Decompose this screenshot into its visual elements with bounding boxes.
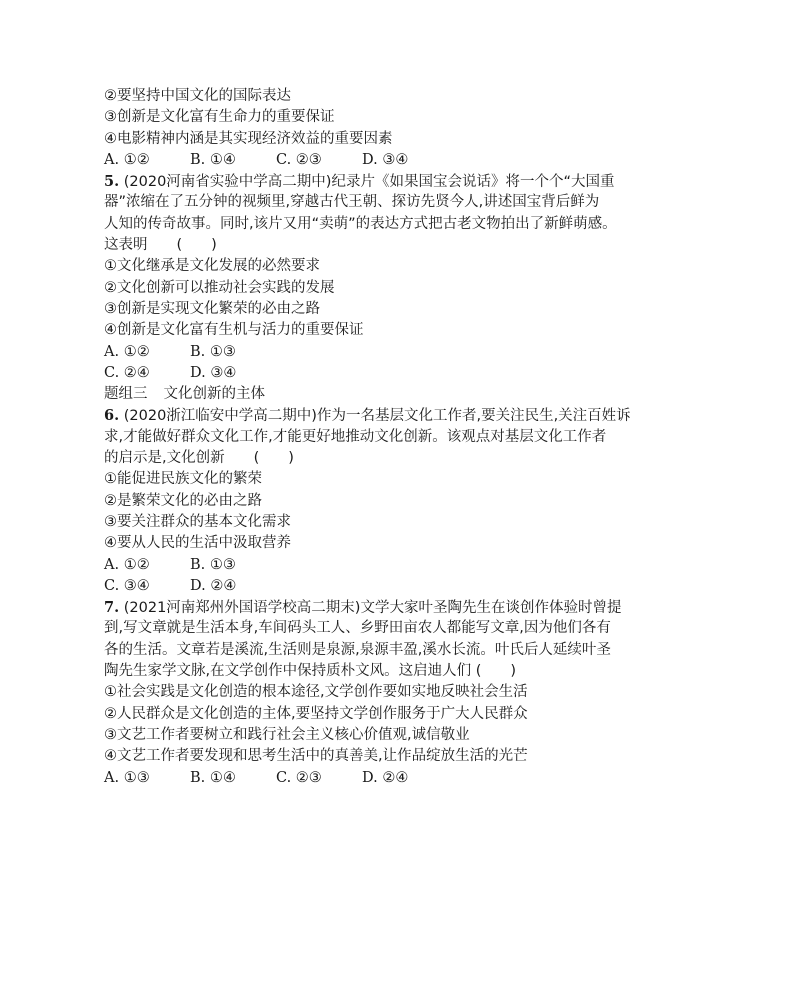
q7-stem-line: 陶先生家学文脉,在文学创作中保持质朴文风。这启迪人们 ( ) [104,663,517,680]
q7-option-c: C. ②③ [276,769,322,786]
q5-item: ①文化继承是文化发展的必然要求 [104,258,320,275]
q7-option-d: D. ②④ [362,769,409,786]
q5-item: ④创新是文化富有生机与活力的重要保证 [104,322,364,339]
q7-option-b: B. ①④ [190,769,236,786]
q5-option-a: A. ①② [104,343,150,360]
q6-item: ④要从人民的生活中汲取营养 [104,535,291,552]
q5-item: ②文化创新可以推动社会实践的发展 [104,279,335,296]
q5-stem-line: 5. (2020河南省实验中学高二期中)纪录片《如果国宝会说话》将一个个“大国重 [104,173,615,191]
q6-options-row [104,576,724,597]
q5-option-b: B. ①③ [190,343,236,360]
q6-option-c: C. ③④ [104,577,150,594]
q6-option-b: B. ①③ [190,556,236,573]
q5-option-d: D. ③④ [190,364,237,381]
q4-item: ②要坚持中国文化的国际表达 [104,88,291,104]
q5-options-row [104,342,724,363]
group3-heading [104,384,724,405]
q4-option-d: D. ③④ [362,151,409,168]
q7-item: ④文艺工作者要发现和思考生活中的真善美,让作品绽放生活的光芒 [104,748,528,765]
q7-stem-line: 7. (2021河南郑州外国语学校高二期末)文学大家叶圣陶先生在谈创作体验时曾提 [104,599,622,617]
document-page [104,86,724,789]
q7-item: ③文艺工作者要树立和践行社会主义核心价值观,诚信敬业 [104,726,470,743]
q7-item: ②人民群众是文化创造的主体,要坚持文学创作服务于广大人民群众 [104,705,528,722]
q5-stem-line: 器”浓缩在了五分钟的视频里,穿越古代王朝、探访先贤今人,讲述国宝背后鲜为 [104,194,600,211]
q6-item: ③要关注群众的基本文化需求 [104,513,291,530]
q7-stem-line: 到,写文章就是生活本身,车间码头工人、乡野田亩农人都能写文章,因为他们各有 [104,620,611,637]
group3-label: 题组三 [104,386,148,403]
q6-item: ②是繁荣文化的必由之路 [104,492,262,509]
q6-stem-line: 求,才能做好群众文化工作,才能更好地推动文化创新。该观点对基层文化工作者 [104,428,607,445]
q6-item: ①能促进民族文化的繁荣 [104,471,262,488]
group3-title: 文化创新的主体 [163,386,265,403]
q6-option-d: D. ②④ [190,577,237,594]
q6-option-a: A. ①② [104,556,150,573]
q4-item: ③创新是文化富有生命力的重要保证 [104,109,335,126]
q6-options-row [104,555,724,576]
q7-options [104,768,724,789]
q4-option-a: A. ①② [104,151,150,168]
q7-stem-line: 各的生活。文章若是溪流,生活则是泉源,泉源丰盈,溪水长流。叶氏后人延续叶圣 [104,641,611,658]
q4-options [104,150,724,171]
q7-option-a: A. ①③ [104,769,150,786]
q4-option-b: B. ①④ [190,151,236,168]
q6-number: 6. [104,407,120,425]
q5-stem-line: 这表明 ( ) [104,237,217,254]
q5-number: 5. [104,173,120,191]
q6-stem-line: 的启示是,文化创新 ( ) [104,450,294,467]
q7-number: 7. [104,599,120,617]
q5-item: ③创新是实现文化繁荣的必由之路 [104,300,320,317]
q4-item: ④电影精神内涵是其实现经济效益的重要因素 [104,130,393,147]
q7-item: ①社会实践是文化创造的根本途径,文学创作要如实地反映社会生活 [104,684,528,701]
q5-option-c: C. ②④ [104,364,150,381]
q6-stem-line: 6. (2020浙江临安中学高二期中)作为一名基层文化工作者,要关注民生,关注百姓诉 [104,407,631,425]
q5-options-row [104,363,724,384]
q4-option-c: C. ②③ [276,151,322,168]
q5-stem-line: 人知的传奇故事。同时,该片又用“卖萌”的表达方式把古老文物拍出了新鲜萌感。 [104,215,617,232]
